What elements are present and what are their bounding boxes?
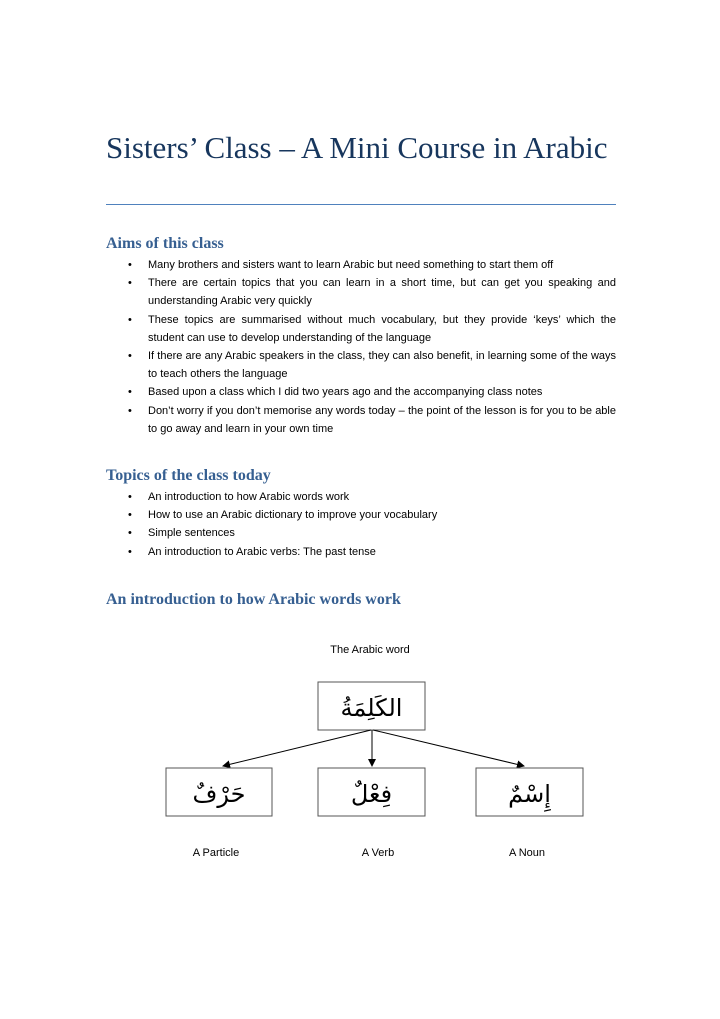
- list-item: • These topics are summarised without much vocabulary, but they provide ‘keys’ which the student can use to develop understanding of the language: [106, 311, 616, 347]
- bullet-icon: •: [128, 527, 132, 540]
- bullet-icon: •: [128, 404, 132, 417]
- list-item: • There are certain topics that you can learn in a short time, but can get you speaking and understanding Arabic very quickly: [106, 274, 616, 310]
- bullet-icon: •: [128, 277, 132, 290]
- list-item: • If there are any Arabic speakers in the class, they can also benefit, in learning some of the ways to teach others the language: [106, 347, 616, 383]
- list-item: • Simple sentences: [106, 524, 616, 542]
- topics-heading: Topics of the class today: [106, 467, 271, 484]
- root-word-text: الكَلِمَةُ: [340, 694, 403, 722]
- document-title: Sisters’ Class – A Mini Course in Arabic: [106, 130, 608, 165]
- list-item: • Don’t worry if you don’t memorise any words today – the point of the lesson is for you to be able to go away and learn in your own time: [106, 402, 616, 438]
- particle-arabic-text: حَرْفٌ: [192, 780, 246, 808]
- diagram-top-caption: The Arabic word: [330, 644, 410, 656]
- aims-heading: Aims of this class: [106, 235, 224, 252]
- bullet-icon: •: [128, 259, 132, 271]
- arrow-to-particle: [223, 730, 371, 766]
- bullet-icon: •: [128, 313, 132, 326]
- bullet-icon: •: [128, 545, 132, 558]
- verb-arabic-text: فِعْلٌ: [350, 780, 393, 808]
- bullet-icon: •: [128, 350, 132, 363]
- verb-label: A Verb: [361, 847, 395, 859]
- bullet-icon: •: [128, 509, 132, 522]
- noun-arabic-text: إِسْمٌ: [508, 780, 551, 808]
- list-item: • An introduction to how Arabic words work: [106, 488, 616, 506]
- particle-label: A Particle: [192, 847, 240, 859]
- list-item: • Based upon a class which I did two years ago and the accompanying class notes: [106, 383, 616, 401]
- list-item: • How to use an Arabic dictionary to improve your vocabulary: [106, 506, 616, 524]
- bullet-icon: •: [128, 386, 132, 399]
- noun-label: A Noun: [508, 847, 546, 859]
- bullet-icon: •: [128, 491, 132, 503]
- list-item: • Many brothers and sisters want to learn Arabic but need something to start them off: [106, 256, 616, 274]
- arrow-to-noun: [373, 730, 524, 766]
- list-item: • An introduction to Arabic verbs: The past tense: [106, 543, 616, 561]
- intro-heading: An introduction to how Arabic words work: [106, 591, 401, 608]
